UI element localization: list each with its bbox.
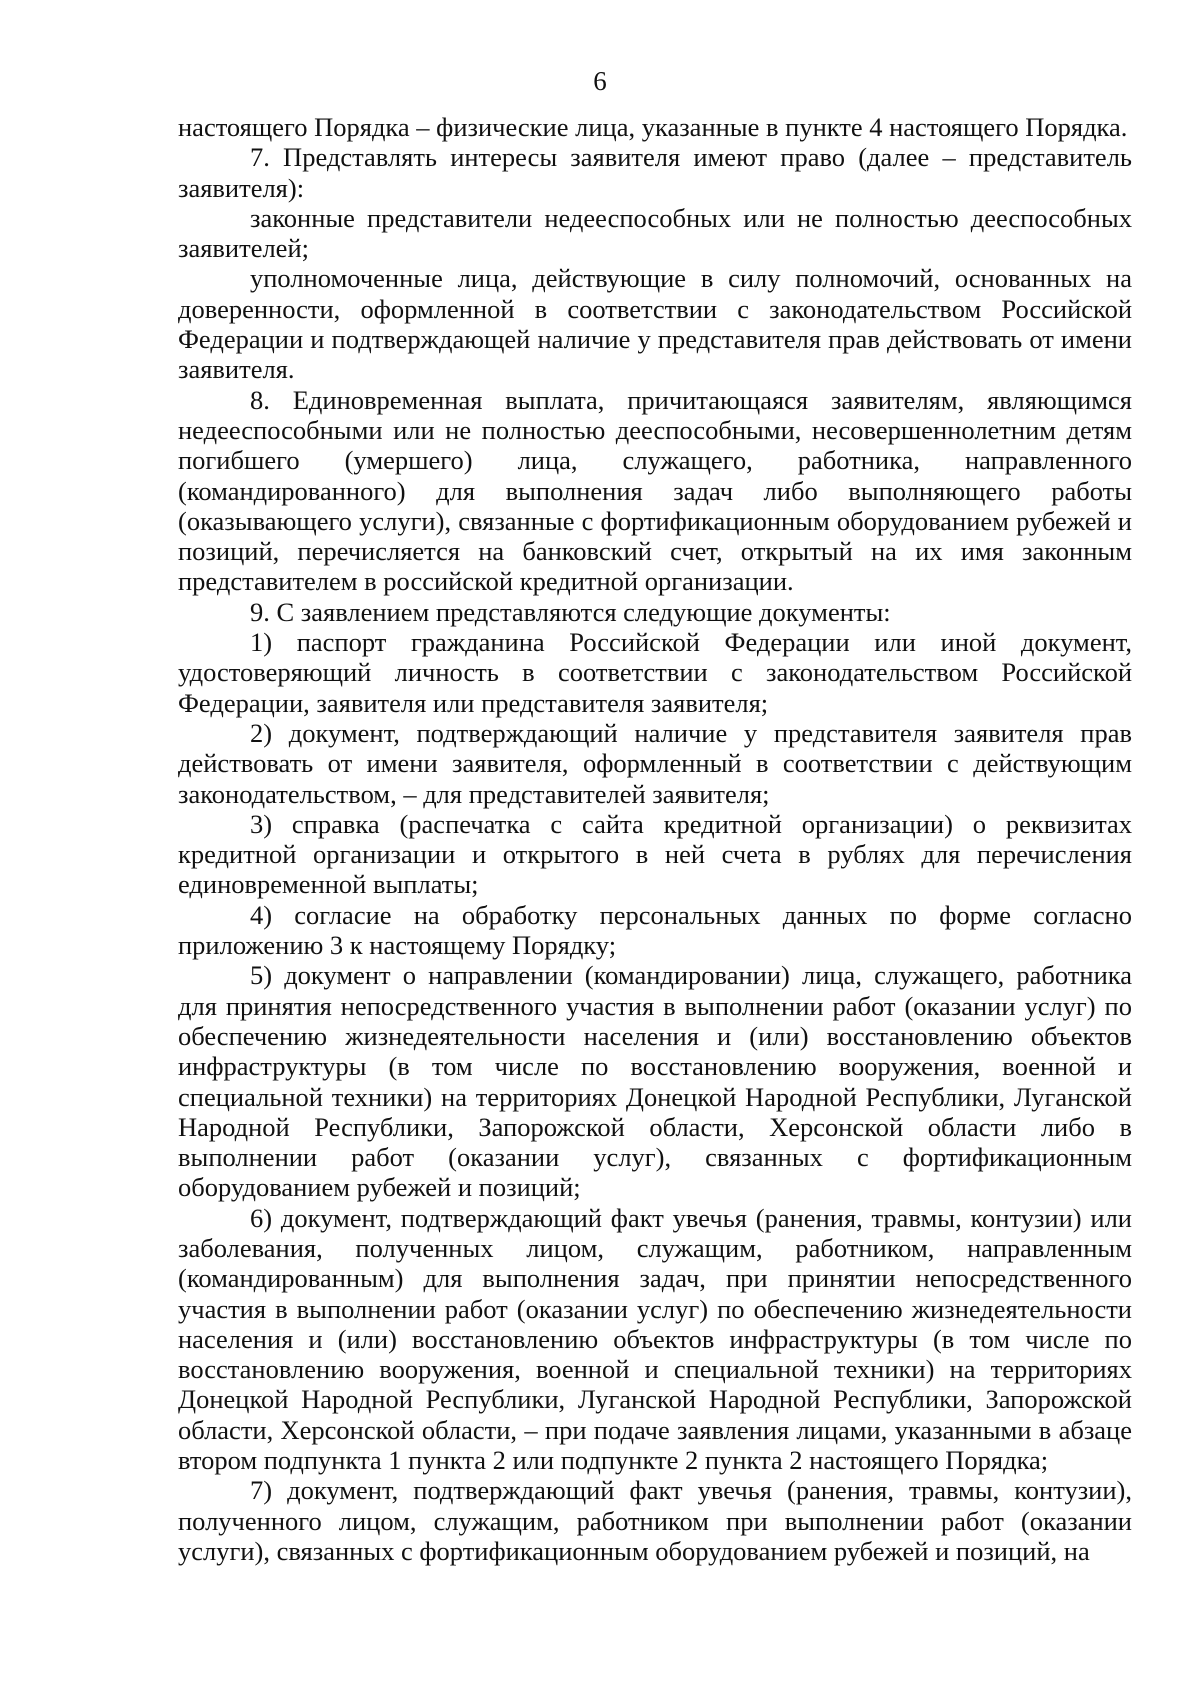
paragraph: 7) документ, подтверждающий факт увечья (ранения, травмы, контузии), полученного лицом, служащим, работником при выполнении работ (оказании услуги), связанных с фортификационным оборудованием рубежей и позиций, на xyxy=(178,1475,1132,1566)
paragraph: законные представители недееспособных или не полностью дееспособных заявителей; xyxy=(178,202,1132,264)
document-body xyxy=(178,112,1132,1566)
paragraph: 3) справка (распечатка с сайта кредитной организации) о реквизитах кредитной организации и открытого в ней счета в рублях для перечисления единовременной выплаты; xyxy=(178,808,1132,900)
paragraph: настоящего Порядка – физические лица, указанные в пункте 4 настоящего Порядка. xyxy=(178,112,1128,142)
page-number: 6 xyxy=(593,66,607,96)
paragraph: 8. Единовременная выплата, причитающаяся заявителям, являющимся недееспособными или не полностью дееспособными, несовершеннолетним детям погибшего (умершего) лица, служащего, работника, направленного (командированного) для выполнения задач либо выполняющего работы (оказывающего услуги), связанные с фортификационным оборудованием рубежей и позиций, перечисляется на банковский счет, открытый на их имя законным представителем в российской кредитной организации. xyxy=(178,384,1132,597)
paragraph: 6) документ, подтверждающий факт увечья (ранения, травмы, контузии) или заболевания, полученных лицом, служащим, работником, направленным (командированным) для выполнения задач, при принятии непосредственного участия в выполнении работ (оказании услуг) по обеспечению жизнедеятельности населения и (или) восстановлению объектов инфраструктуры (в том числе по восстановлению вооружения, военной и специальной техники) на территориях Донецкой Народной Республики, Луганской Народной Республики, Запорожской области, Херсонской области, – при подаче заявления лицами, указанными в абзаце втором подпункта 1 пункта 2 или подпункте 2 пункта 2 настоящего Порядка; xyxy=(178,1202,1132,1476)
paragraph: 4) согласие на обработку персональных данных по форме согласно приложению 3 к настоящему Порядку; xyxy=(178,899,1132,961)
paragraph: 5) документ о направлении (командировании) лица, служащего, работника для принятия непосредственного участия в выполнении работ (оказании услуг) по обеспечению жизнедеятельности населения и (или) восстановлению объектов инфраструктуры (в том числе по восстановлению вооружения, военной и специальной техники) на территориях Донецкой Народной Республики, Луганской Народной Республики, Запорожской области, Херсонской области либо в выполнении работ (оказании услуг), связанных с фортификационным оборудованием рубежей и позиций; xyxy=(178,960,1132,1203)
paragraph: 7. Представлять интересы заявителя имеют право (далее – представитель заявителя): xyxy=(178,142,1132,203)
paragraph: 1) паспорт гражданина Российской Федерации или иной документ, удостоверяющий личность в соответствии с законодательством Российской Федерации, заявителя или представителя заявителя; xyxy=(178,627,1132,718)
paragraph: уполномоченные лица, действующие в силу полномочий, основанных на доверенности, оформленной в соответствии с законодательством Российской Федерации и подтверждающей наличие у представителя прав действовать от имени заявителя. xyxy=(178,263,1132,385)
paragraph: 9. С заявлением представляются следующие документы: xyxy=(250,596,891,627)
paragraph: 2) документ, подтверждающий наличие у представителя заявителя прав действовать от имени заявителя, оформленный в соответствии с действующим законодательством, – для представителей заявителя; xyxy=(178,717,1132,809)
